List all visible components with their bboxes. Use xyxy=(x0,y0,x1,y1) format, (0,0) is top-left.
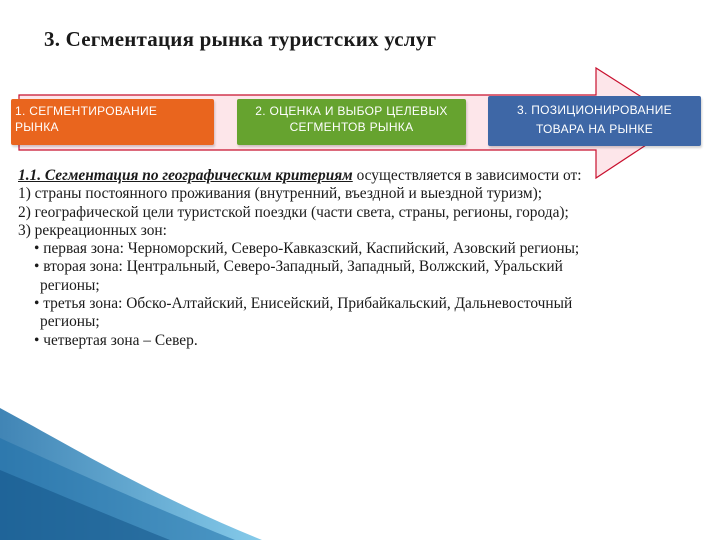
zone-item: • вторая зона: Центральный, Северо-Западный, Западный, Волжский, Уральский xyxy=(34,258,563,276)
list-item: 2) географической цели туристской поездки (части света, страны, регионы, города); xyxy=(18,203,569,221)
slide-title: 3. Сегментация рынка туристских услуг xyxy=(44,27,437,51)
step-target-selection-label xyxy=(243,103,460,135)
step-label-line: 2. ОЦЕНКА И ВЫБОР ЦЕЛЕВЫХ xyxy=(255,104,448,118)
section-heading-rest: осуществляется в зависимости от: xyxy=(352,167,582,184)
step-label-line: 1. СЕГМЕНТИРОВАНИЕ xyxy=(15,104,158,118)
step-segmentation[interactable] xyxy=(11,99,214,145)
section-heading-title: 1.1. Сегментация по географическим критериям xyxy=(18,167,353,184)
step-label-line: РЫНКА xyxy=(15,120,59,134)
zone-item: • четвертая зона – Север. xyxy=(34,331,198,349)
section-heading xyxy=(18,167,708,185)
zone-item: • первая зона: Черноморский, Северо-Кавказский, Каспийский, Азовский регионы; xyxy=(34,240,580,258)
zone-item: • третья зона: Обско-Алтайский, Енисейский, Прибайкальский, Дальневосточный xyxy=(34,295,573,313)
step-label-line: ТОВАРА НА РЫНКЕ xyxy=(535,122,654,136)
content-body xyxy=(18,167,708,350)
zone-item-continuation: регионы; xyxy=(40,276,100,294)
step-label-line: СЕГМЕНТОВ РЫНКА xyxy=(289,120,414,134)
step-positioning-label xyxy=(494,101,695,139)
step-positioning[interactable] xyxy=(488,96,701,146)
list-item: 1) страны постоянного проживания (внутренний, въездной и выездной туризм); xyxy=(18,185,542,203)
step-segmentation-label xyxy=(15,103,210,135)
zone-item-continuation: регионы; xyxy=(40,313,100,331)
list-item: 3) рекреационных зон: xyxy=(18,221,167,239)
corner-wave-decoration xyxy=(0,400,720,540)
step-label-line: 3. ПОЗИЦИОНИРОВАНИЕ xyxy=(517,103,672,117)
step-target-selection[interactable] xyxy=(237,99,466,145)
